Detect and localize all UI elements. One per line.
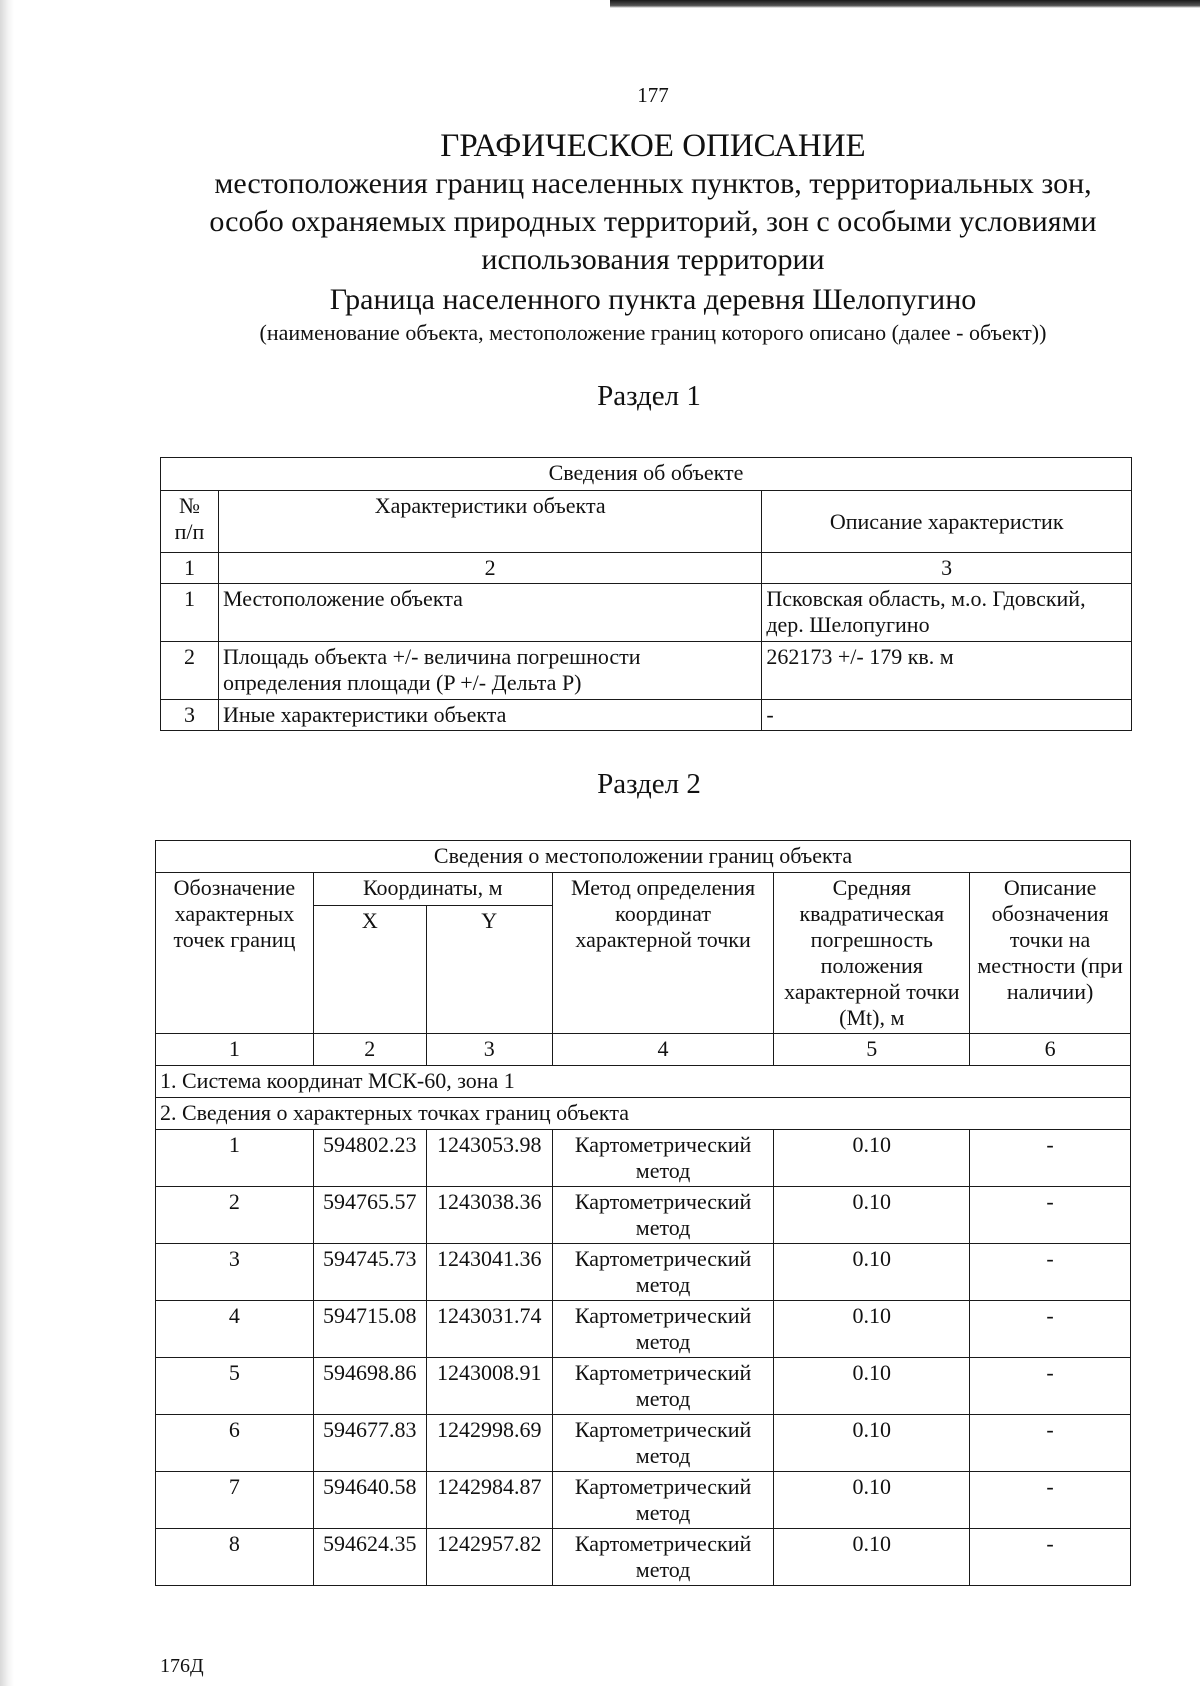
boundary-points-table — [155, 840, 1131, 1586]
point-y: 1242998.69 — [426, 1415, 552, 1472]
column-number-2: 2 — [313, 1034, 426, 1066]
subtitle-line-3: использования территории — [481, 243, 825, 276]
table-1-title: Сведения об объекте — [161, 458, 1132, 491]
row-characteristic: Иные характеристики объекта — [218, 700, 761, 731]
table-row — [156, 1358, 1131, 1415]
point-number: 1 — [156, 1130, 314, 1187]
scan-edge-top — [610, 0, 1200, 8]
object-name: Граница населенного пункта деревня Шелопугино — [329, 283, 977, 316]
point-method: Картометрический метод — [552, 1415, 774, 1472]
point-description: - — [970, 1301, 1131, 1358]
object-caption: (наименование объекта, местоположение границ которого описано (далее - объект)) — [259, 320, 1047, 345]
point-method: Картометрический метод — [552, 1358, 774, 1415]
table-row — [161, 700, 1132, 731]
table-row — [161, 584, 1132, 642]
section-2-title: Раздел 2 — [597, 768, 701, 800]
point-x: 594677.83 — [313, 1415, 426, 1472]
row-number: 3 — [161, 700, 219, 731]
point-error: 0.10 — [774, 1358, 970, 1415]
row-characteristic: Площадь объекта +/- величина погрешности определения площади (P +/- Дельта P) — [218, 642, 761, 700]
point-description: - — [970, 1187, 1131, 1244]
point-method: Картометрический метод — [552, 1472, 774, 1529]
section-1-title: Раздел 1 — [597, 380, 701, 412]
point-y: 1243038.36 — [426, 1187, 552, 1244]
point-error: 0.10 — [774, 1244, 970, 1301]
point-y: 1243008.91 — [426, 1358, 552, 1415]
column-number-1: 1 — [161, 553, 219, 584]
table-row — [156, 1244, 1131, 1301]
table-row — [156, 1472, 1131, 1529]
point-error: 0.10 — [774, 1187, 970, 1244]
header-method: Метод определения координат характерной точки — [552, 873, 774, 1034]
column-number-6: 6 — [970, 1034, 1131, 1066]
point-description: - — [970, 1529, 1131, 1586]
point-number: 3 — [156, 1244, 314, 1301]
header-coordinates: Координаты, м — [313, 873, 552, 906]
column-number-3: 3 — [426, 1034, 552, 1066]
point-method: Картометрический метод — [552, 1244, 774, 1301]
row-characteristic: Местоположение объекта — [218, 584, 761, 642]
table-2-title: Сведения о местоположении границ объекта — [156, 841, 1131, 873]
row-description: 262173 +/- 179 кв. м — [762, 642, 1132, 700]
point-description: - — [970, 1415, 1131, 1472]
point-x: 594715.08 — [313, 1301, 426, 1358]
column-number-4: 4 — [552, 1034, 774, 1066]
points-heading-row: 2. Сведения о характерных точках границ объекта — [156, 1098, 1131, 1130]
point-description: - — [970, 1244, 1131, 1301]
coordinate-system-row: 1. Система координат МСК-60, зона 1 — [156, 1066, 1131, 1098]
point-y: 1243041.36 — [426, 1244, 552, 1301]
row-description: Псковская область, м.о. Гдовский, дер. Шелопугино — [762, 584, 1132, 642]
document-title: ГРАФИЧЕСКОЕ ОПИСАНИЕ — [440, 128, 866, 164]
point-description: - — [970, 1358, 1131, 1415]
point-error: 0.10 — [774, 1529, 970, 1586]
point-number: 6 — [156, 1415, 314, 1472]
point-x: 594624.35 — [313, 1529, 426, 1586]
point-error: 0.10 — [774, 1130, 970, 1187]
column-number-3: 3 — [762, 553, 1132, 584]
page-number: 177 — [637, 83, 669, 107]
point-x: 594698.86 — [313, 1358, 426, 1415]
point-method: Картометрический метод — [552, 1301, 774, 1358]
table-row — [156, 1130, 1131, 1187]
footer-code: 176Д — [160, 1655, 204, 1677]
point-error: 0.10 — [774, 1415, 970, 1472]
point-y: 1243031.74 — [426, 1301, 552, 1358]
header-point-description: Описание обозначения точки на местности (при наличии) — [970, 873, 1131, 1034]
subtitle-line-2: особо охраняемых природных территорий, зон с особыми условиями — [209, 205, 1097, 238]
row-description: - — [762, 700, 1132, 731]
point-x: 594765.57 — [313, 1187, 426, 1244]
table-row — [156, 1301, 1131, 1358]
header-y: Y — [426, 906, 552, 1034]
point-number: 2 — [156, 1187, 314, 1244]
scan-edge-left — [0, 0, 14, 1686]
point-description: - — [970, 1472, 1131, 1529]
header-point: Обозначение характерных точек границ — [156, 873, 314, 1034]
point-y: 1242957.82 — [426, 1529, 552, 1586]
points-body — [156, 1130, 1131, 1586]
point-x: 594640.58 — [313, 1472, 426, 1529]
header-number: № п/п — [161, 491, 219, 553]
point-method: Картометрический метод — [552, 1187, 774, 1244]
point-y: 1243053.98 — [426, 1130, 552, 1187]
table-row — [156, 1529, 1131, 1586]
header-x: X — [313, 906, 426, 1034]
column-number-5: 5 — [774, 1034, 970, 1066]
column-number-1: 1 — [156, 1034, 314, 1066]
row-number: 2 — [161, 642, 219, 700]
point-number: 4 — [156, 1301, 314, 1358]
point-number: 5 — [156, 1358, 314, 1415]
document-header — [158, 128, 1148, 346]
point-number: 7 — [156, 1472, 314, 1529]
table-row — [161, 642, 1132, 700]
header-error: Средняя квадратическая погрешность положения характерной точки (Mt), м — [774, 873, 970, 1034]
point-error: 0.10 — [774, 1301, 970, 1358]
point-x: 594802.23 — [313, 1130, 426, 1187]
column-number-2: 2 — [218, 553, 761, 584]
header-characteristic: Характеристики объекта — [218, 491, 761, 553]
object-info-table — [160, 457, 1132, 731]
point-number: 8 — [156, 1529, 314, 1586]
table-row — [156, 1415, 1131, 1472]
subtitle-line-1: местоположения границ населенных пунктов, территориальных зон, — [214, 167, 1092, 200]
point-description: - — [970, 1130, 1131, 1187]
point-y: 1242984.87 — [426, 1472, 552, 1529]
point-x: 594745.73 — [313, 1244, 426, 1301]
table-row — [156, 1187, 1131, 1244]
row-number: 1 — [161, 584, 219, 642]
header-description: Описание характеристик — [762, 491, 1132, 553]
point-method: Картометрический метод — [552, 1130, 774, 1187]
point-method: Картометрический метод — [552, 1529, 774, 1586]
point-error: 0.10 — [774, 1472, 970, 1529]
